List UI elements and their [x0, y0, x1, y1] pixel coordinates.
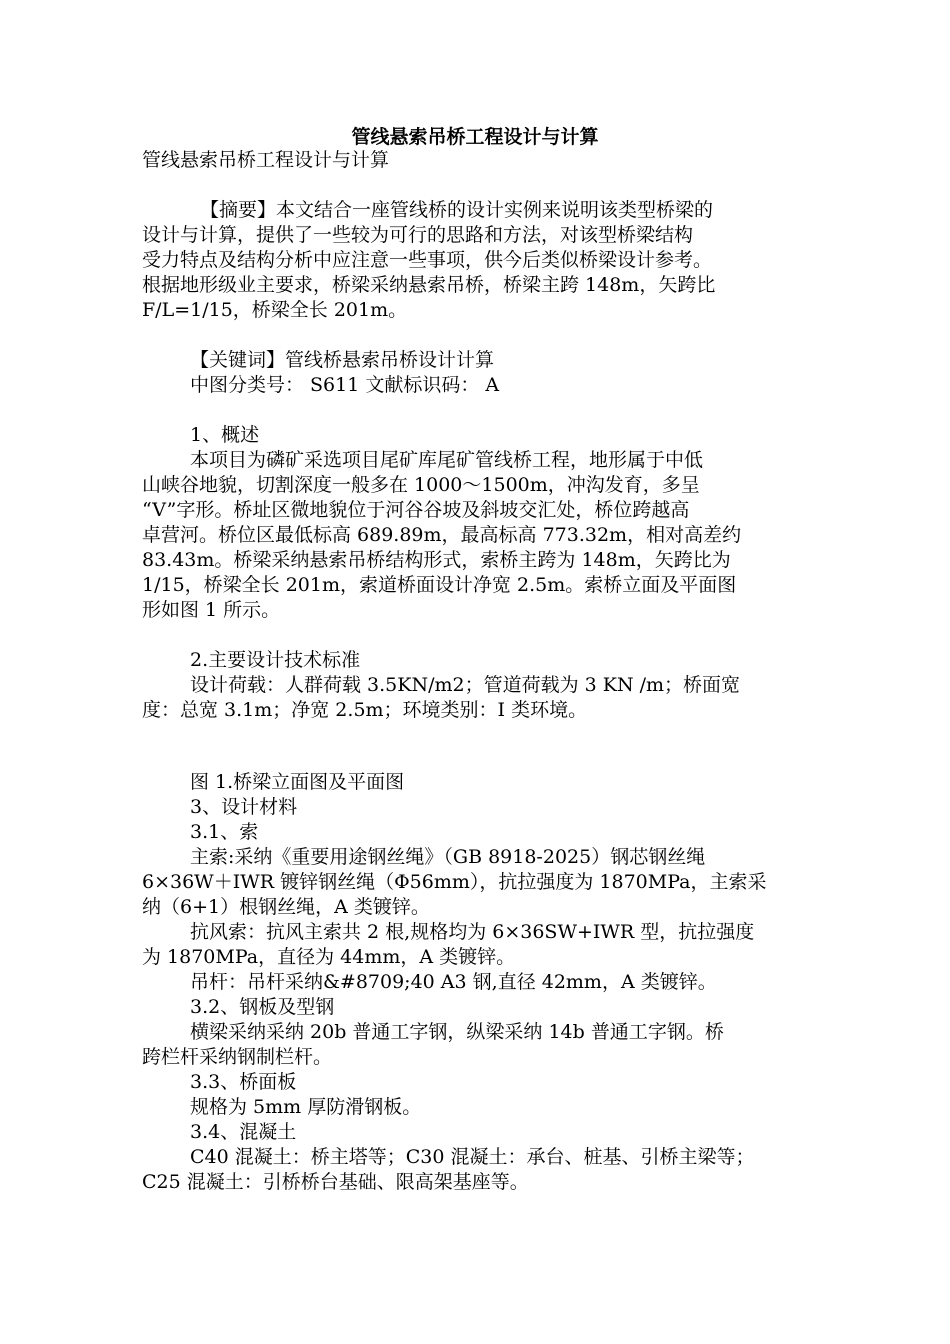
- abstract-line: 设计与计算，提供了一些较为可行的思路和方法，对该型桥梁结构: [142, 224, 694, 246]
- section-1-line: 山峡谷地貌，切割深度一般多在 1000～1500m，冲沟发育，多呈: [142, 474, 700, 496]
- wind-cable-line: 抗风索：抗风主索共 2 根,规格均为 6×36SW+IWR 型，抗拉强度: [190, 921, 755, 943]
- wind-cable-line: 为 1870MPa，直径为 44mm，A 类镀锌。: [142, 946, 516, 968]
- section-3-2-line: 跨栏杆采纳钢制栏杆。: [142, 1046, 333, 1068]
- hanger-line: 吊杆：吊杆采纳&#8709;40 A3 钢,直径 42mm，A 类镀锌。: [190, 971, 717, 993]
- main-cable-line: 主索:采纳《重要用途钢丝绳》（GB 8918-2025）钢芯钢丝绳: [190, 846, 706, 868]
- document-title: 管线悬索吊桥工程设计与计算: [351, 126, 599, 148]
- abstract-line: 根据地形级业主要求，桥梁采纳悬索吊桥，桥梁主跨 148m，矢跨比: [142, 274, 716, 296]
- section-3-3-title: 3.3、桥面板: [190, 1071, 297, 1093]
- spacer: [142, 398, 832, 423]
- classification-line: 中图分类号： S611 文献标识码： A: [190, 374, 500, 396]
- section-2-title: 2.主要设计技术标准: [190, 649, 361, 671]
- spacer: [142, 323, 832, 348]
- abstract-line: 【摘要】本文结合一座管线桥的设计实例来说明该类型桥梁的: [200, 199, 714, 221]
- section-1-line: 卓营河。桥位区最低标高 689.89m，最高标高 773.32m，相对高差约: [142, 524, 742, 546]
- section-3-title: 3、设计材料: [190, 796, 298, 818]
- section-3-3-line: 规格为 5mm 厚防滑钢板。: [190, 1096, 422, 1118]
- section-1-title: 1、概述: [190, 424, 260, 446]
- abstract-line: 受力特点及结构分析中应注意一些事项，供今后类似桥梁设计参考。: [142, 249, 713, 271]
- section-1-line: 83.43m。桥梁采纳悬索吊桥结构形式，索桥主跨为 148m，矢跨比为: [142, 549, 731, 571]
- section-2-line: 设计荷载：人群荷载 3.5KN/m2；管道荷载为 3 KN /m；桥面宽: [190, 674, 741, 696]
- section-3-1-title: 3.1、索: [190, 821, 259, 843]
- section-3-4-title: 3.4、混凝土: [190, 1121, 297, 1143]
- keywords-line: 【关键词】管线桥悬索吊桥设计计算: [190, 349, 495, 371]
- spacer: [142, 623, 832, 648]
- section-3-4-line: C25 混凝土：引桥桥台基础、限高架基座等。: [142, 1171, 529, 1193]
- section-1-line: 本项目为磷矿采选项目尾矿库尾矿管线桥工程，地形属于中低: [190, 449, 704, 471]
- section-3-2-title: 3.2、钢板及型钢: [190, 996, 335, 1018]
- document-body: [142, 148, 832, 1195]
- abstract-line: F/L=1/15，桥梁全长 201m。: [142, 299, 408, 321]
- section-2-line: 度：总宽 3.1m；净宽 2.5m；环境类别：I 类环境。: [142, 699, 588, 721]
- section-3-4-line: C40 混凝土：桥主塔等；C30 混凝土：承台、桩基、引桥主梁等；: [190, 1146, 755, 1168]
- main-cable-line: 纳（6+1）根钢丝绳，A 类镀锌。: [142, 896, 430, 918]
- main-cable-line: 6×36W＋IWR 镀锌钢丝绳（Φ56mm），抗拉强度为 1870MPa，主索采: [142, 871, 767, 893]
- section-1-line: 1/15，桥梁全长 201m，索道桥面设计净宽 2.5m。索桥立面及平面图: [142, 574, 737, 596]
- figure-caption: 图 1.桥梁立面图及平面图: [190, 771, 405, 793]
- figure-placeholder: [142, 723, 832, 770]
- document-subtitle: 管线悬索吊桥工程设计与计算: [142, 149, 390, 171]
- section-3-2-line: 横梁采纳采纳 20b 普通工字钢，纵梁采纳 14b 普通工字钢。桥: [190, 1021, 724, 1043]
- spacer: [142, 173, 832, 198]
- section-1-line: “V”字形。桥址区微地貌位于河谷谷坡及斜坡交汇处，桥位跨越高: [142, 499, 690, 521]
- section-1-line: 形如图 1 所示。: [142, 599, 281, 621]
